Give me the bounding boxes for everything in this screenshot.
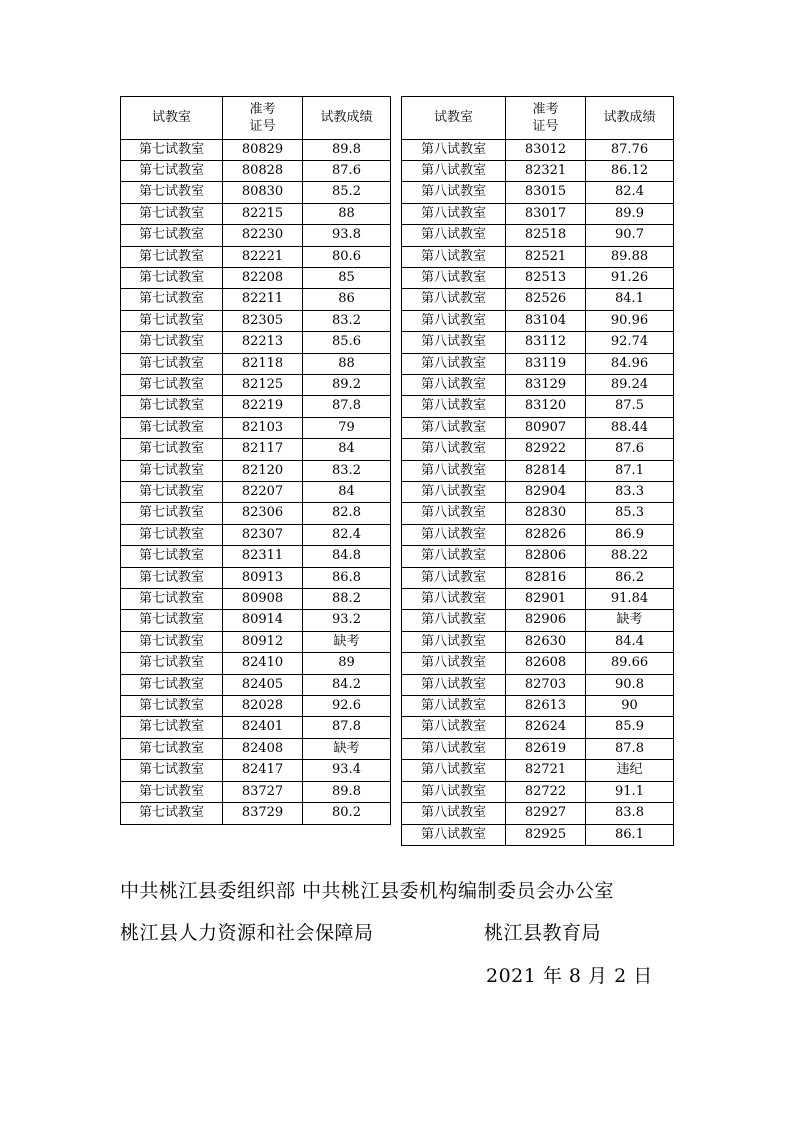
- table-row: [121, 439, 391, 460]
- cell-exam-id: 82922: [506, 439, 586, 460]
- cell-exam-id: 83017: [506, 203, 586, 224]
- cell-room: 第七试教室: [121, 738, 223, 759]
- header-exam-id-line1: 准考: [249, 101, 276, 117]
- table-row: [402, 396, 674, 417]
- cell-exam-id: 82410: [223, 653, 303, 674]
- cell-score: 91.84: [586, 589, 674, 610]
- cell-score: 91.1: [586, 781, 674, 802]
- cell-score: 80.2: [303, 803, 391, 824]
- cell-score: 83.2: [303, 310, 391, 331]
- cell-room: 第八试教室: [402, 417, 506, 438]
- issuer-education-bureau: 桃江县教育局: [484, 922, 602, 944]
- cell-score: 86.2: [586, 567, 674, 588]
- cell-score: 87.6: [303, 160, 391, 181]
- table-row: [121, 610, 391, 631]
- cell-exam-id: 83104: [506, 310, 586, 331]
- cell-room: 第八试教室: [402, 482, 506, 503]
- table-row: [402, 160, 674, 181]
- table-row: [402, 310, 674, 331]
- cell-score: 87.1: [586, 460, 674, 481]
- cell-exam-id: 82307: [223, 524, 303, 545]
- cell-exam-id: 82230: [223, 225, 303, 246]
- cell-score: 82.4: [586, 182, 674, 203]
- header-exam-id-line2: 证号: [532, 118, 559, 134]
- cell-score: 87.8: [303, 717, 391, 738]
- table-row: [402, 503, 674, 524]
- cell-room: 第八试教室: [402, 503, 506, 524]
- header-exam-id-line1: 准考: [532, 101, 559, 117]
- table-row: [121, 653, 391, 674]
- table-row: [402, 417, 674, 438]
- cell-score: 91.26: [586, 267, 674, 288]
- cell-score: 79: [303, 417, 391, 438]
- table-row: [121, 631, 391, 652]
- cell-score: 82.8: [303, 503, 391, 524]
- cell-exam-id: 82816: [506, 567, 586, 588]
- cell-exam-id: 82814: [506, 460, 586, 481]
- cell-exam-id: 82221: [223, 246, 303, 267]
- cell-exam-id: 82401: [223, 717, 303, 738]
- cell-score: 83.3: [586, 482, 674, 503]
- cell-exam-id: 83727: [223, 781, 303, 802]
- cell-exam-id: 82906: [506, 610, 586, 631]
- cell-score: 86.1: [586, 824, 674, 845]
- cell-room: 第七试教室: [121, 803, 223, 824]
- table-row: [402, 374, 674, 395]
- table-row: [402, 460, 674, 481]
- cell-score: 84: [303, 482, 391, 503]
- cell-room: 第七试教室: [121, 524, 223, 545]
- cell-room: 第七试教室: [121, 760, 223, 781]
- table-row: [121, 524, 391, 545]
- table-row: [121, 803, 391, 824]
- cell-room: 第七试教室: [121, 374, 223, 395]
- table-row: [402, 353, 674, 374]
- cell-exam-id: 82305: [223, 310, 303, 331]
- table-row: [402, 332, 674, 353]
- cell-score: 89.8: [303, 781, 391, 802]
- cell-score: 89.9: [586, 203, 674, 224]
- cell-score: 87.5: [586, 396, 674, 417]
- cell-exam-id: 82927: [506, 803, 586, 824]
- cell-score: 83.8: [586, 803, 674, 824]
- cell-score: 85.3: [586, 503, 674, 524]
- cell-exam-id: 83015: [506, 182, 586, 203]
- cell-score: 92.6: [303, 696, 391, 717]
- table-row: [121, 374, 391, 395]
- cell-room: 第八试教室: [402, 546, 506, 567]
- cell-room: 第七试教室: [121, 696, 223, 717]
- table-row: [121, 417, 391, 438]
- cell-exam-id: 80828: [223, 160, 303, 181]
- cell-exam-id: 83112: [506, 332, 586, 353]
- cell-room: 第七试教室: [121, 289, 223, 310]
- table-row: [402, 439, 674, 460]
- cell-room: 第八试教室: [402, 439, 506, 460]
- cell-room: 第七试教室: [121, 460, 223, 481]
- cell-room: 第七试教室: [121, 160, 223, 181]
- cell-score: 88: [303, 203, 391, 224]
- cell-exam-id: 83729: [223, 803, 303, 824]
- cell-exam-id: 82417: [223, 760, 303, 781]
- header-exam-id: [223, 97, 303, 140]
- issue-date: 2021 年 8 月 2 日: [486, 965, 653, 987]
- cell-room: 第七试教室: [121, 332, 223, 353]
- cell-score: 89: [303, 653, 391, 674]
- table-row: [121, 567, 391, 588]
- cell-exam-id: 82703: [506, 674, 586, 695]
- table-body-right: [402, 139, 674, 845]
- cell-exam-id: 80830: [223, 182, 303, 203]
- cell-room: 第八试教室: [402, 139, 506, 160]
- header-exam-id-line2: 证号: [249, 118, 276, 134]
- cell-room: 第八试教室: [402, 460, 506, 481]
- cell-room: 第八试教室: [402, 631, 506, 652]
- cell-room: 第七试教室: [121, 417, 223, 438]
- cell-exam-id: 82613: [506, 696, 586, 717]
- cell-exam-id: 83119: [506, 353, 586, 374]
- cell-score: 86: [303, 289, 391, 310]
- cell-score: 89.66: [586, 653, 674, 674]
- cell-room: 第七试教室: [121, 674, 223, 695]
- table-row: [402, 524, 674, 545]
- table-row: [121, 332, 391, 353]
- cell-score: 80.6: [303, 246, 391, 267]
- table-row: [121, 396, 391, 417]
- cell-room: 第八试教室: [402, 567, 506, 588]
- cell-room: 第七试教室: [121, 246, 223, 267]
- cell-score: 86.12: [586, 160, 674, 181]
- table-row: [402, 696, 674, 717]
- table-row: [402, 589, 674, 610]
- table-row: [402, 289, 674, 310]
- cell-exam-id: 82925: [506, 824, 586, 845]
- cell-score: 84.4: [586, 631, 674, 652]
- cell-score: 89.8: [303, 139, 391, 160]
- cell-room: 第八试教室: [402, 267, 506, 288]
- cell-room: 第八试教室: [402, 696, 506, 717]
- cell-score: 90.96: [586, 310, 674, 331]
- cell-room: 第八试教室: [402, 610, 506, 631]
- cell-room: 第七试教室: [121, 139, 223, 160]
- cell-exam-id: 82125: [223, 374, 303, 395]
- cell-score: 92.74: [586, 332, 674, 353]
- table-row: [121, 717, 391, 738]
- cell-score: 违纪: [586, 760, 674, 781]
- table-row: [121, 503, 391, 524]
- cell-exam-id: 82028: [223, 696, 303, 717]
- cell-room: 第七试教室: [121, 653, 223, 674]
- table-row: [121, 182, 391, 203]
- cell-exam-id: 82513: [506, 267, 586, 288]
- cell-room: 第七试教室: [121, 503, 223, 524]
- cell-exam-id: 82904: [506, 482, 586, 503]
- cell-room: 第八试教室: [402, 310, 506, 331]
- cell-exam-id: 82408: [223, 738, 303, 759]
- cell-room: 第七试教室: [121, 182, 223, 203]
- cell-room: 第八试教室: [402, 246, 506, 267]
- cell-exam-id: 83120: [506, 396, 586, 417]
- cell-exam-id: 82526: [506, 289, 586, 310]
- cell-room: 第七试教室: [121, 267, 223, 288]
- table-row: [402, 781, 674, 802]
- table-row: [121, 589, 391, 610]
- table-row: [121, 674, 391, 695]
- issuer-line-1: 中共桃江县委组织部 中共桃江县委机构编制委员会办公室: [120, 880, 615, 902]
- table-row: [402, 139, 674, 160]
- cell-exam-id: 82806: [506, 546, 586, 567]
- cell-room: 第八试教室: [402, 653, 506, 674]
- table-row: [402, 182, 674, 203]
- cell-room: 第八试教室: [402, 760, 506, 781]
- table-row: [402, 653, 674, 674]
- header-room: 试教室: [402, 97, 506, 140]
- cell-room: 第八试教室: [402, 674, 506, 695]
- cell-exam-id: 82826: [506, 524, 586, 545]
- table-row: [121, 139, 391, 160]
- table-row: [402, 567, 674, 588]
- cell-exam-id: 82321: [506, 160, 586, 181]
- cell-exam-id: 82211: [223, 289, 303, 310]
- table-row: [402, 738, 674, 759]
- cell-score: 84.96: [586, 353, 674, 374]
- cell-score: 85.9: [586, 717, 674, 738]
- cell-room: 第八试教室: [402, 203, 506, 224]
- cell-score: 90: [586, 696, 674, 717]
- table-row: [121, 267, 391, 288]
- cell-exam-id: 82120: [223, 460, 303, 481]
- cell-score: 缺考: [586, 610, 674, 631]
- cell-room: 第八试教室: [402, 225, 506, 246]
- cell-exam-id: 82630: [506, 631, 586, 652]
- cell-exam-id: 82311: [223, 546, 303, 567]
- cell-exam-id: 82619: [506, 738, 586, 759]
- cell-score: 88.44: [586, 417, 674, 438]
- table-row: [402, 225, 674, 246]
- table-row: [121, 781, 391, 802]
- cell-room: 第七试教室: [121, 482, 223, 503]
- cell-room: 第八试教室: [402, 289, 506, 310]
- cell-room: 第八试教室: [402, 374, 506, 395]
- table-row: [121, 310, 391, 331]
- cell-room: 第八试教室: [402, 738, 506, 759]
- cell-exam-id: 80907: [506, 417, 586, 438]
- cell-room: 第八试教室: [402, 332, 506, 353]
- cell-score: 82.4: [303, 524, 391, 545]
- cell-room: 第八试教室: [402, 824, 506, 845]
- cell-exam-id: 82405: [223, 674, 303, 695]
- cell-room: 第七试教室: [121, 589, 223, 610]
- table-body-left: [121, 139, 391, 824]
- cell-score: 86.8: [303, 567, 391, 588]
- cell-exam-id: 80914: [223, 610, 303, 631]
- table-header-row: [121, 97, 391, 140]
- cell-score: 88.22: [586, 546, 674, 567]
- table-row: [121, 696, 391, 717]
- table-row: [402, 610, 674, 631]
- cell-room: 第七试教室: [121, 310, 223, 331]
- cell-exam-id: 82213: [223, 332, 303, 353]
- cell-exam-id: 80912: [223, 631, 303, 652]
- cell-room: 第七试教室: [121, 225, 223, 246]
- table-row: [121, 246, 391, 267]
- table-row: [402, 203, 674, 224]
- cell-room: 第八试教室: [402, 717, 506, 738]
- cell-score: 84: [303, 439, 391, 460]
- score-table-right: [401, 96, 674, 846]
- cell-exam-id: 82117: [223, 439, 303, 460]
- issuer-hrss-bureau: 桃江县人力资源和社会保障局: [120, 922, 374, 944]
- table-row: [402, 717, 674, 738]
- table-row: [402, 760, 674, 781]
- cell-room: 第七试教室: [121, 610, 223, 631]
- score-table-left: [120, 96, 391, 825]
- table-row: [121, 546, 391, 567]
- cell-score: 85.2: [303, 182, 391, 203]
- table-row: [402, 482, 674, 503]
- cell-exam-id: 80829: [223, 139, 303, 160]
- cell-exam-id: 82103: [223, 417, 303, 438]
- header-score: 试教成绩: [303, 97, 391, 140]
- table-row: [121, 738, 391, 759]
- header-room: 试教室: [121, 97, 223, 140]
- table-row: [121, 160, 391, 181]
- cell-score: 84.1: [586, 289, 674, 310]
- cell-score: 89.2: [303, 374, 391, 395]
- table-row: [121, 482, 391, 503]
- cell-exam-id: 82219: [223, 396, 303, 417]
- cell-room: 第七试教室: [121, 781, 223, 802]
- cell-room: 第七试教室: [121, 631, 223, 652]
- cell-exam-id: 82215: [223, 203, 303, 224]
- cell-score: 87.8: [303, 396, 391, 417]
- cell-score: 84.8: [303, 546, 391, 567]
- cell-score: 93.8: [303, 225, 391, 246]
- cell-score: 84.2: [303, 674, 391, 695]
- header-score: 试教成绩: [586, 97, 674, 140]
- cell-exam-id: 82830: [506, 503, 586, 524]
- cell-room: 第八试教室: [402, 589, 506, 610]
- cell-score: 93.2: [303, 610, 391, 631]
- cell-score: 88: [303, 353, 391, 374]
- cell-exam-id: 83129: [506, 374, 586, 395]
- table-row: [402, 674, 674, 695]
- cell-exam-id: 82521: [506, 246, 586, 267]
- cell-score: 89.88: [586, 246, 674, 267]
- cell-score: 缺考: [303, 738, 391, 759]
- cell-score: 90.8: [586, 674, 674, 695]
- cell-room: 第七试教室: [121, 353, 223, 374]
- cell-score: 87.8: [586, 738, 674, 759]
- table-row: [402, 803, 674, 824]
- table-row: [121, 460, 391, 481]
- cell-room: 第八试教室: [402, 182, 506, 203]
- cell-exam-id: 82518: [506, 225, 586, 246]
- cell-exam-id: 80908: [223, 589, 303, 610]
- cell-room: 第七试教室: [121, 439, 223, 460]
- table-row: [402, 824, 674, 845]
- cell-room: 第八试教室: [402, 781, 506, 802]
- cell-exam-id: 82624: [506, 717, 586, 738]
- cell-room: 第八试教室: [402, 524, 506, 545]
- cell-room: 第七试教室: [121, 396, 223, 417]
- cell-room: 第八试教室: [402, 396, 506, 417]
- table-row: [402, 546, 674, 567]
- cell-room: 第八试教室: [402, 353, 506, 374]
- table-row: [121, 203, 391, 224]
- cell-score: 83.2: [303, 460, 391, 481]
- table-row: [121, 225, 391, 246]
- cell-score: 88.2: [303, 589, 391, 610]
- cell-score: 87.76: [586, 139, 674, 160]
- table-row: [121, 353, 391, 374]
- cell-exam-id: 82306: [223, 503, 303, 524]
- table-row: [402, 267, 674, 288]
- table-row: [121, 760, 391, 781]
- cell-room: 第七试教室: [121, 717, 223, 738]
- header-exam-id: [506, 97, 586, 140]
- cell-score: 87.6: [586, 439, 674, 460]
- cell-room: 第七试教室: [121, 567, 223, 588]
- cell-exam-id: 82721: [506, 760, 586, 781]
- cell-exam-id: 80913: [223, 567, 303, 588]
- cell-score: 89.24: [586, 374, 674, 395]
- cell-score: 缺考: [303, 631, 391, 652]
- cell-exam-id: 82208: [223, 267, 303, 288]
- cell-exam-id: 82901: [506, 589, 586, 610]
- cell-exam-id: 82207: [223, 482, 303, 503]
- cell-room: 第八试教室: [402, 160, 506, 181]
- cell-room: 第七试教室: [121, 203, 223, 224]
- cell-room: 第七试教室: [121, 546, 223, 567]
- cell-exam-id: 82722: [506, 781, 586, 802]
- cell-score: 85: [303, 267, 391, 288]
- table-row: [402, 246, 674, 267]
- cell-score: 93.4: [303, 760, 391, 781]
- cell-exam-id: 82608: [506, 653, 586, 674]
- cell-score: 86.9: [586, 524, 674, 545]
- table-row: [121, 289, 391, 310]
- cell-exam-id: 82118: [223, 353, 303, 374]
- cell-score: 90.7: [586, 225, 674, 246]
- cell-room: 第八试教室: [402, 803, 506, 824]
- cell-score: 85.6: [303, 332, 391, 353]
- cell-exam-id: 83012: [506, 139, 586, 160]
- table-header-row: [402, 97, 674, 140]
- table-row: [402, 631, 674, 652]
